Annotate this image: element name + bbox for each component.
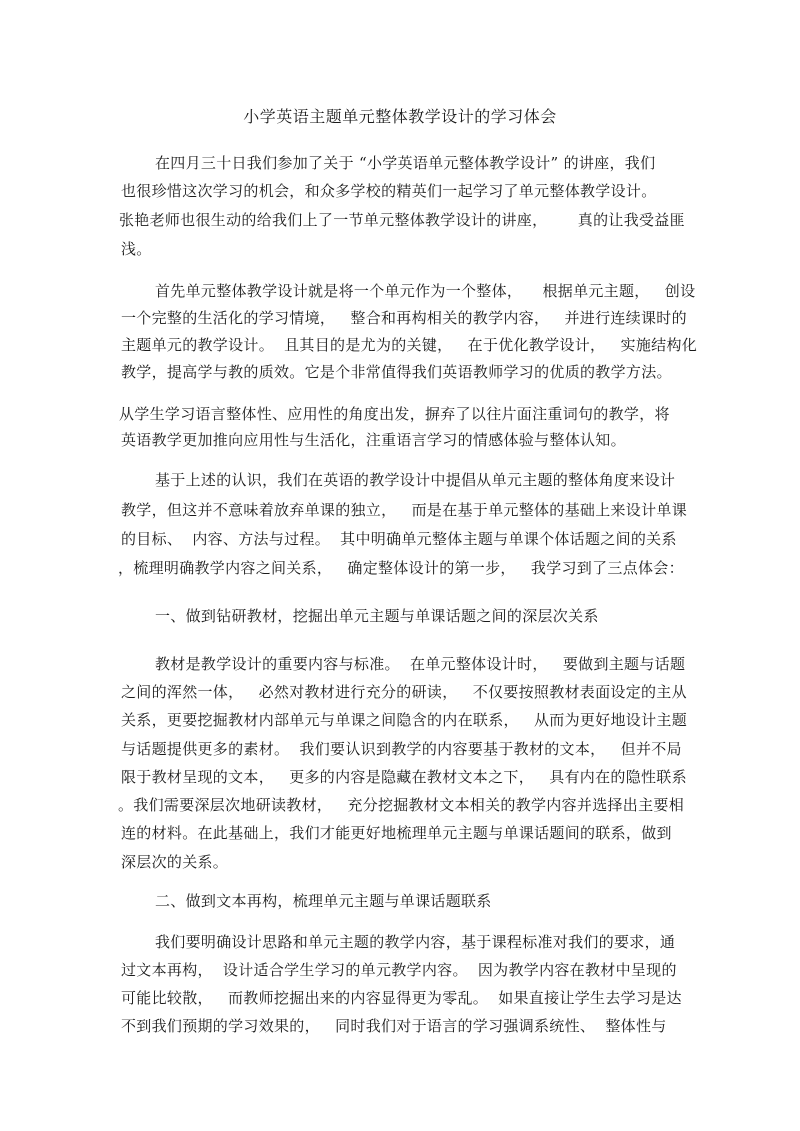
- paragraph-line: 一个完整的生活化的学习情境， 整合和再构相关的教学内容， 并进行连续课时的: [121, 309, 687, 327]
- paragraph-line: 不到我们预期的学习效果的， 同时我们对于语言的学习强调系统性、 整体性与: [121, 1017, 667, 1035]
- paragraph-line: 从学生学习语言整体性、应用性的角度出发，摒弃了以往片面注重词句的教学，将: [119, 405, 670, 423]
- paragraph-line: 的目标、 内容、方法与过程。 其中明确单元整体主题与单课个体话题之间的关系: [121, 530, 677, 548]
- paragraph-line: 基于上述的认识，我们在英语的教学设计中提倡从单元主题的整体角度来设计: [155, 471, 676, 489]
- paragraph-line: 教学，但这并不意味着放弃单课的独立， 而是在基于单元整体的基础上来设计单课: [121, 501, 688, 519]
- paragraph-line: 过文本再构， 设计适合学生学习的单元教学内容。 因为教学内容在教材中呈现的: [121, 961, 677, 979]
- document-title: 小学英语主题单元整体教学设计的学习体会: [243, 107, 557, 126]
- paragraph-line: 之间的浑然一体， 必然对教材进行充分的研读， 不仅要按照教材表面设定的主从: [121, 683, 687, 701]
- paragraph-line: 在四月三十日我们参加了关于 “小学英语单元整体教学设计” 的讲座，我们: [155, 154, 656, 172]
- paragraph-line: ，梳理明确教学内容之间关系， 确定整体设计的第一步， 我学习到了三点体会：: [118, 559, 684, 577]
- paragraph-line: 首先单元整体教学设计就是将一个单元作为一个整体， 根据单元主题， 创设: [155, 282, 696, 300]
- paragraph-line: 可能比较散， 而教师挖掘出来的内容显得更为零乱。 如果直接让学生去学习是达: [121, 989, 682, 1007]
- paragraph-line: 与话题提供更多的素材。 我们要认识到教学的内容要基于教材的文本， 但并不局: [121, 740, 682, 758]
- paragraph-line: 。我们需要深层次地研读教材， 充分挖掘教材文本相关的教学内容并选择出主要相: [118, 796, 685, 814]
- paragraph-line: 教学，提高学与教的质效。它是个非常值得我们英语教师学习的优质的教学方法。: [121, 363, 672, 381]
- section-heading: 一、做到钻研教材，挖掘出单元主题与单课话题之间的深层次关系: [155, 607, 599, 625]
- paragraph-line: 限于教材呈现的文本， 更多的内容是隐藏在教材文本之下， 具有内在的隐性联系: [121, 768, 687, 786]
- paragraph-line: 也很珍惜这次学习的机会，和众多学校的精英们一起学习了单元整体教学设计。: [121, 182, 657, 200]
- paragraph-line: 连的材料。在此基础上，我们才能更好地梳理单元主题与单课话题间的联系，做到: [121, 824, 672, 842]
- paragraph-line: 关系，更要挖掘教材内部单元与单课之间隐含的内在联系， 从而为更好地设计主题: [121, 711, 688, 729]
- paragraph-line: 英语教学更加推向应用性与生活化，注重语言学习的情感体验与整体认知。: [121, 431, 626, 449]
- paragraph-line: 主题单元的教学设计。 且其目的是尤为的关键， 在于优化教学设计， 实施结构化: [121, 336, 698, 354]
- paragraph-line: 张艳老师也很生动的给我们上了一节单元整体教学设计的讲座， 真的让我受益匪: [119, 211, 685, 229]
- paragraph-line: 教材是教学设计的重要内容与标准。 在单元整体设计时， 要做到主题与话题: [155, 655, 686, 673]
- paragraph-line: 我们要明确设计思路和单元主题的教学内容，基于课程标准对我们的要求，通: [155, 933, 676, 951]
- section-heading: 二、做到文本再构，梳理单元主题与单课话题联系: [155, 892, 492, 910]
- paragraph-line: 深层次的关系。: [121, 853, 229, 871]
- paragraph-line: 浅。: [121, 240, 152, 258]
